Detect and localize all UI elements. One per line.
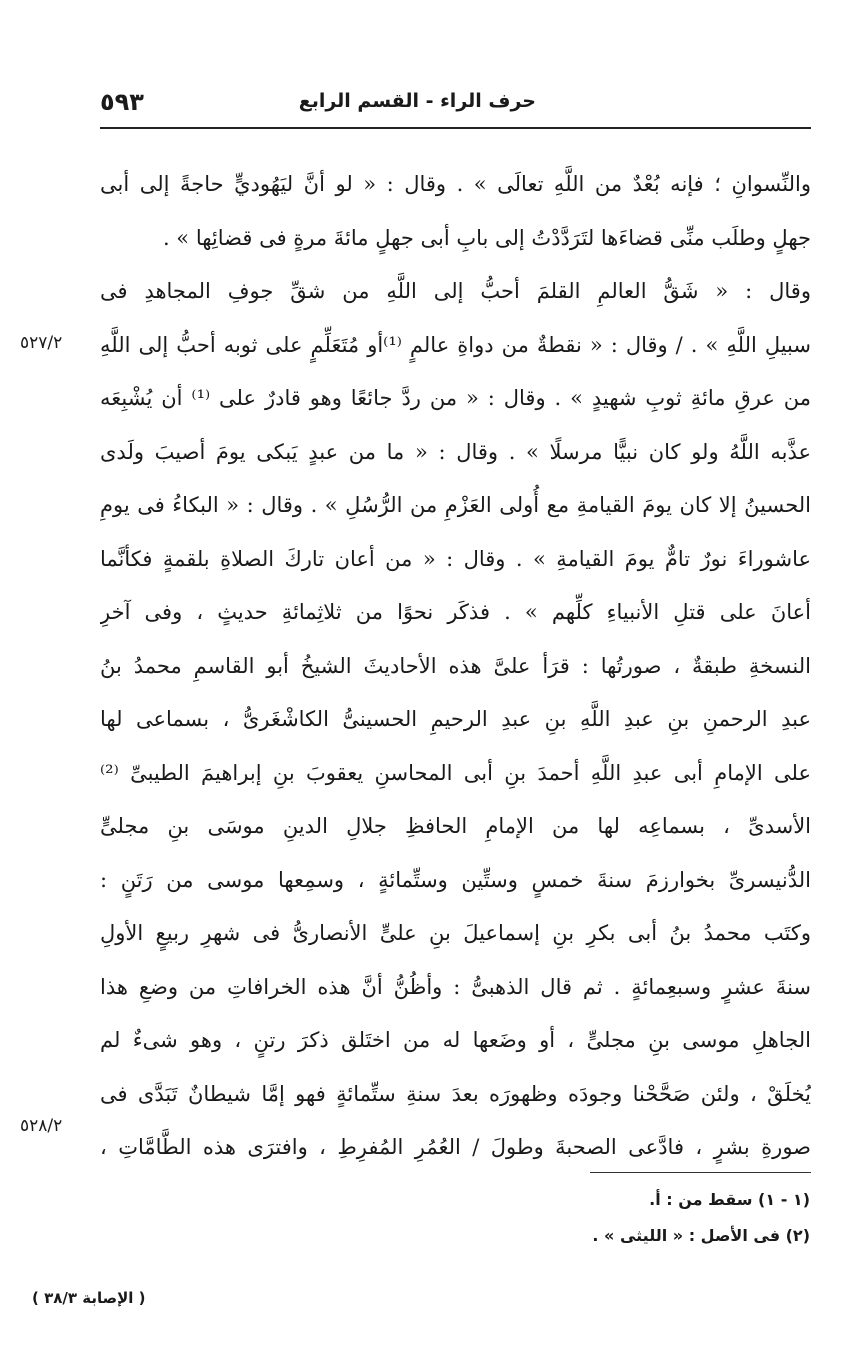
text-line: على الإمامِ أبى عبدِ اللَّهِ أحمدَ بنِ أبى المحاسنِ يعقوبَ بنِ إبراهيمَ الطيبىِّ ⁽²⁾: [100, 760, 811, 785]
text-line: وقال : « شَقُّ العالمِ القلمَ أحبُّ إلى اللَّهِ من شقِّ جوفِ المجاهدِ فى: [100, 279, 811, 303]
signature-mark: ( الإصابة ٣٨/٣ ): [32, 1289, 146, 1307]
header-rule: [100, 127, 811, 129]
text-line: وكتَب محمدُ بنُ أبى بكرِ بنِ إسماعيلَ بنِ علىٍّ الأنصارىُّ فى شهرِ ربيعٍ الأولِ: [100, 921, 811, 945]
text-line: والنِّسوانِ ؛ فإنه بُعْدٌ من اللَّهِ تعالَى » . وقال : « لو أنَّ ليَهُوديٍّ حاجةً إلى أبى: [100, 172, 811, 196]
footnote-rule: [590, 1172, 811, 1173]
running-head: حرف الراء - القسم الرابع: [298, 90, 536, 112]
text-line: الدُّنيسرىِّ بخوارزمَ سنةَ خمسٍ وستِّين وستِّمائةٍ ، وسمِعها موسى من رَتَنٍ :: [100, 867, 811, 892]
body-text: [100, 158, 811, 1175]
text-line: يُخلَقْ ، ولئن صَحَّحْنا وجودَه وظهورَه بعدَ سنةِ ستِّمائةٍ فهو إمَّا شيطانٌ تَبَدَّى فى: [100, 1081, 811, 1106]
text-line: عذَّبه اللَّهُ ولو كان نبيًّا مرسلًا » . وقال : « ما من عبدٍ يَبكى يومَ أصيبَ ولَدى: [100, 439, 811, 464]
page-number: ٥٩٣: [100, 88, 144, 116]
text-line: صورةِ بشرٍ ، فادَّعى الصحبةَ وطولَ / العُمُرِ المُفرِطِ ، وافترَى هذه الطَّامَّاتِ ،: [100, 1135, 811, 1159]
footnote: (١ - ١) سقط من : أ.: [649, 1190, 810, 1209]
text-line: الأسدىِّ ، بسماعِه لها من الإمامِ الحافظِ جلالِ الدينِ موسَى بنِ مجلىٍّ: [100, 814, 811, 838]
text-line: عبدِ الرحمنِ بنِ عبدِ اللَّهِ بنِ عبدِ الرحيمِ الحسينىُّ الكاشْغَرىُّ ، بسماعى لها: [100, 707, 811, 731]
footnotes: [310, 1182, 810, 1254]
text-line: من عرقِ مائةِ ثوبِ شهيدٍ » . وقال : « من ردَّ جائعًا وهو قادرٌ على ⁽¹⁾ أن يُشْبِعَه: [100, 386, 811, 410]
footnote: (٢) فى الأصل : « الليثى » .: [592, 1226, 810, 1245]
text-line: سنةَ عشرٍ وسبعِمائةٍ . ثم قال الذهبىُّ : وأظُنُّ أنَّ هذه الخرافاتِ من وضعِ هذا: [100, 974, 811, 999]
text-line: الجاهلِ موسى بنِ مجلىٍّ ، أو وضَعها له من اختَلق ذكرَ رتنٍ ، وهو شىءٌ لم: [100, 1028, 811, 1052]
margin-reference: ٥٢٧/٢: [20, 333, 63, 353]
text-line: الحسينُ إلا كان يومَ القيامةِ مع أُولى العَزْمِ من الرُّسُلِ » . وقال : « البكاءُ فى يومِ: [100, 493, 811, 517]
text-line: أعانَ على قتلِ الأنبياءِ كلِّهم » . فذكَر نحوًا من ثلاثِمائةِ حديثٍ ، وفى آخرِ: [100, 600, 811, 624]
margin-reference: ٥٢٨/٢: [20, 1116, 63, 1136]
text-line: جهلٍ وطلَب منِّى قضاءَها لتَرَدَّدْتُ إلى بابِ أبى جهلٍ مائةَ مرةٍ فى قضائِها » .: [162, 225, 811, 250]
text-line: عاشوراءَ نورٌ تامٌّ يومَ القيامةِ » . وقال : « من أعان تاركَ الصلاةِ بلقمةٍ فكأنَّما: [100, 546, 811, 571]
text-line: سبيلِ اللَّهِ » . / وقال : « نقطةٌ من دواةِ عالمٍ ⁽¹⁾أو مُتَعَلِّمٍ على ثوبه أحبُّ إلى اللَّهِ: [100, 332, 811, 357]
text-line: النسخةِ طبقةٌ ، صورتُها : قرَأ علىَّ هذه الأحاديثَ الشيخُ أبو القاسمِ محمدُ بنُ: [100, 653, 811, 678]
